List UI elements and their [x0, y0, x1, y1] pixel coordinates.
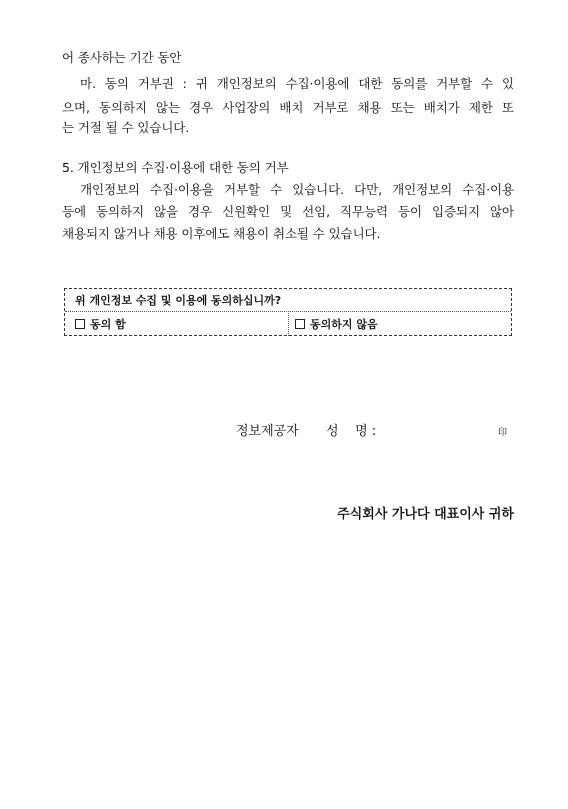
agree-label: 동의 함: [90, 318, 126, 331]
text-line: 개인정보의 수집·이용을 거부할 수 있습니다. 다만, 개인정보의 수집·이용: [80, 182, 514, 197]
name-label: 성 명 :: [326, 424, 377, 439]
agree-option[interactable]: [65, 313, 289, 336]
provider-label: 정보제공자: [236, 424, 299, 439]
consent-question: 위 개인정보 수집 및 이용에 동의하십니까?: [65, 289, 511, 312]
addressee: 주식회사 가나다 대표이사 귀하: [337, 507, 514, 522]
text-line: 마. 동의 거부권 : 귀 개인정보의 수집·이용에 대한 동의를 거부할 수 있: [80, 76, 514, 91]
checkbox-icon[interactable]: [75, 319, 85, 329]
text-line: 등에 동의하지 않을 경우 신원확인 및 선임, 직무능력 등이 입증되지 않아: [62, 204, 514, 219]
disagree-option[interactable]: [289, 313, 513, 336]
seal-mark: 印: [498, 428, 508, 438]
section-heading: 5. 개인정보의 수집·이용에 대한 동의 거부: [62, 160, 289, 175]
text-line: 는 거절 될 수 있습니다.: [62, 120, 190, 135]
text-line: 어 종사하는 기간 동안: [62, 50, 182, 65]
text-line: 채용되지 않거나 채용 이후에도 채용이 취소될 수 있습니다.: [62, 226, 381, 241]
consent-table: [64, 288, 512, 336]
disagree-label: 동의하지 않음: [310, 318, 378, 331]
text-line: 으며, 동의하지 않는 경우 사업장의 배치 거부로 채용 또는 배치가 제한 또: [62, 100, 514, 115]
checkbox-icon[interactable]: [295, 319, 305, 329]
